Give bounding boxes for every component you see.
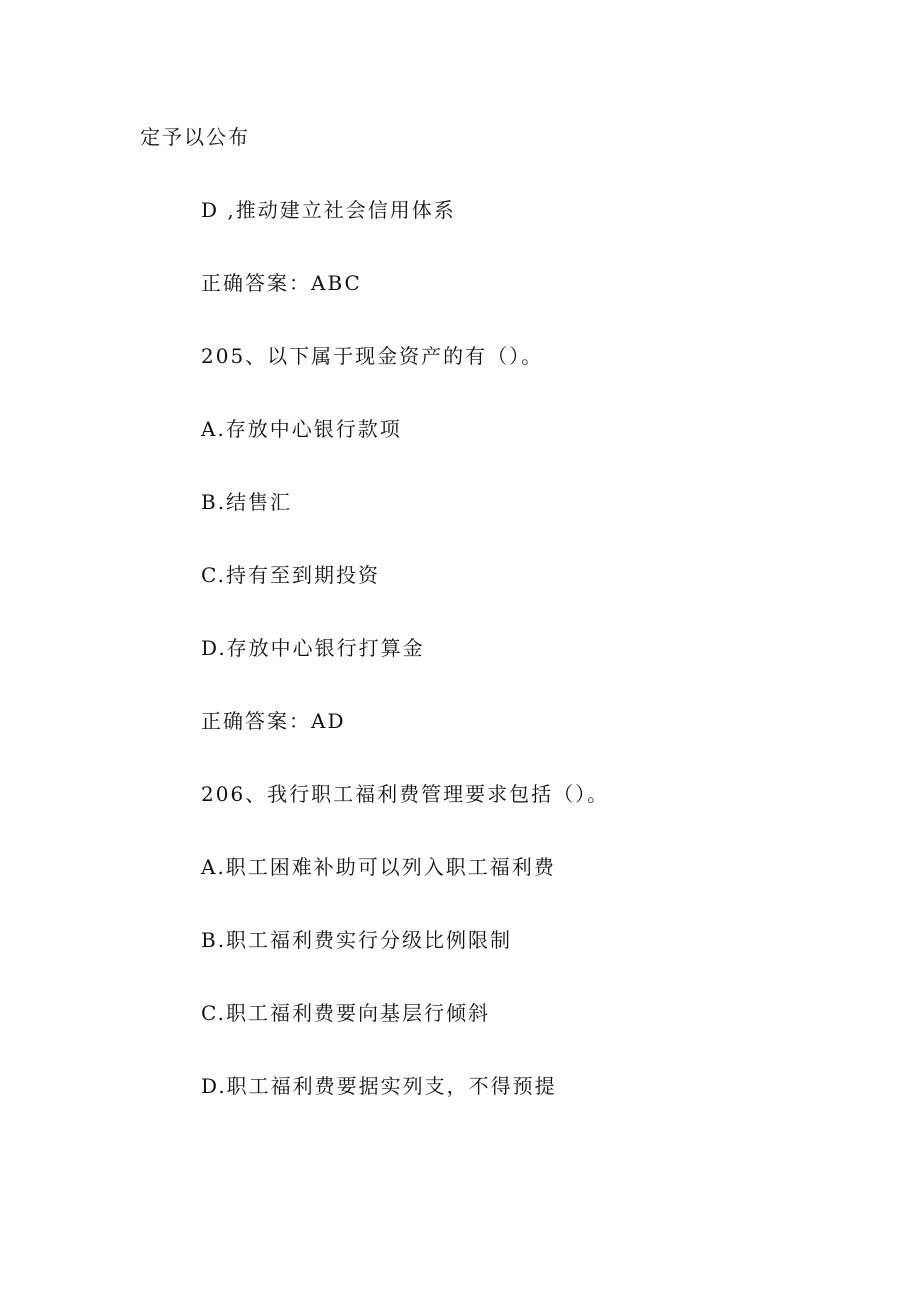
question-206-option-a: A.职工困难补助可以列入职工福利费 (201, 855, 556, 879)
question-206-option-d: D.职工福利费要据实列支，不得预提 (201, 1074, 557, 1098)
question-205-answer: 正确答案：AD (201, 709, 346, 733)
question-205: 205、以下属于现金资产的有（）。 (201, 344, 544, 368)
question-205-option-a: A.存放中心银行款项 (201, 417, 402, 441)
question-205-option-d: D.存放中心银行打算金 (201, 636, 425, 660)
question-206: 206、我行职工福利费管理要求包括（）。 (201, 782, 610, 806)
question-206-option-b: B.职工福利费实行分级比例限制 (201, 928, 513, 952)
continuation-text: 定予以公布 (140, 125, 250, 149)
question-205-option-b: B.结售汇 (201, 490, 293, 514)
answer-prev-question: 正确答案：ABC (201, 271, 362, 295)
question-205-option-c: C.持有至到期投资 (201, 563, 380, 587)
question-206-option-c: C.职工福利费要向基层行倾斜 (201, 1001, 490, 1025)
option-d-prev-question: D ,推动建立社会信用体系 (201, 198, 456, 222)
